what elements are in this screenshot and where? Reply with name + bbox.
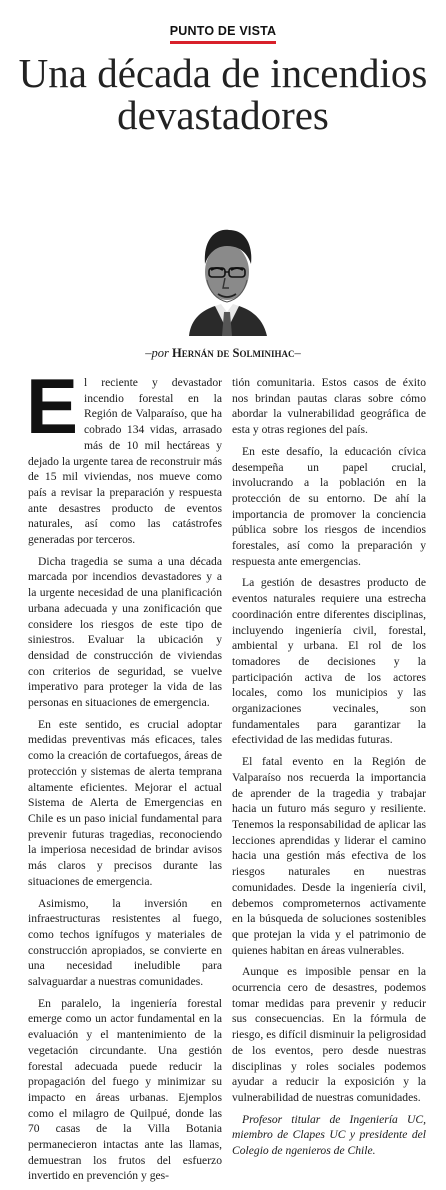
paragraph-1: El reciente y devastador incendio forestal en la Región de Valparaíso, que ha cobrado 134 vidas, arrasado más de 10 mil hectáreas y dejado la urgente tarea de reconstruir más de 15 mil viviendas, nos mueve como país a revisar la preparación y respuesta ante desastres producto de eventos naturales, así como las catástrofes generadas por terceros.	[26, 362, 222, 547]
author-name: Hernán de Solminihac	[172, 346, 295, 360]
author-signature: Profesor titular de Ingeniería UC, miembro de Clapes UC y presidente del Colegio de ngenieros de Chile.	[232, 1112, 426, 1158]
byline-suffix: –	[294, 346, 301, 360]
byline	[0, 346, 446, 361]
paragraph-6: En este desafío, la educación cívica desempeña un papel crucial, involucrando a la población en la protección de su entorno. De ahí la importancia de promover la conciencia pública sobre los riesgos de incendios forestales, así como la preparación y respuesta ante emergencias.	[232, 444, 426, 568]
drop-cap: E	[26, 362, 79, 450]
section-kicker	[0, 22, 446, 40]
paragraph-4: Asimismo, la inversión en infraestructuras resistentes al fuego, como techos ignífugos y materiales de construcción apropiados, se convierte en una necesidad ineludible para salvaguardar a nuestras comunidades.	[28, 896, 222, 989]
byline-prefix: –por	[145, 346, 169, 360]
paragraph-9: Aunque es imposible pensar en la ocurrencia cero de desastres, podemos tomar medidas para prevenir y reducir sus consecuencias. En la fórmula de riesgo, es difícil disminuir la peligrosidad de los eventos, pero desde nuestras disciplinas y roles sociales podemos ayudar a reducir la exposición y la vulnerabilidad de nuestras comunidades.	[232, 965, 426, 1104]
paragraph-8: El fatal evento en la Región de Valparaíso nos recuerda la importancia de aprender de la tragedia y trabajar hacia un futuro más seguro y resiliente. Tenemos la responsabilidad de aplicar las lecciones aprendidas y liderar el camino hacia una gestión más efectiva de los riesgos naturales en nuestras comunidades. Desde la ingeniería civil, debemos comprometernos activamente en la búsqueda de soluciones sostenibles que protejan la vida y el patrimonio de quienes habitan en áreas vulnerables.	[232, 755, 426, 957]
paragraph-5-part-1: En paralelo, la ingeniería forestal emerge como un actor fundamental en la evaluación y el mantenimiento de la vegetación circundante. Una gestión forestal adecuada puede reducir la propagación del fuego y minimizar su impacto en áreas urbanas. Ejemplos como el milagro de Quilpué, donde las 70 casas de la Villa Botania permanecieron intactas ante las llamas, demuestran los frutos del esfuerzo invertido en prevención y ges-	[28, 996, 222, 1183]
paragraph-3: En este sentido, es crucial adoptar medidas preventivas más eficaces, tales como la creación de cortafuegos, áreas de protección y sistemas de alerta temprana altamente eficientes. Mejorar el actual Sistema de Alerta de Emergencias en Chile es un paso inicial fundamental para prevenir futuras tragedias, reconociendo la imperiosa necesidad de brindar avisos más claros y precisos durante las situaciones de emergencia.	[28, 717, 222, 888]
paragraph-7: La gestión de desastres producto de eventos naturales requiere una estrecha coordinación entre diferentes disciplinas, incluyendo ingeniería civil, forestal, ambiental y urbana. El rol de los tomadores de decisiones y la participación activa de los actores locales, como los municipios y las organizaciones vecinales, son fundamentales para garantizar la efectividad de las medidas futuras.	[232, 576, 426, 747]
paragraph-5-part-2: tión comunitaria. Estos casos de éxito nos brindan pautas claras sobre cómo abordar la vulnerabilidad geográfica de esta y otras regiones del país.	[232, 376, 426, 437]
article-column-right	[232, 375, 426, 1165]
paragraph-2: Dicha tragedia se suma a una década marcada por incendios devastadores y a la urgente necesidad de una planificación urbana adecuada y una zonificación que considere los riesgos de este tipo de siniestros. Evaluar la ubicación y densidad de construcción de viviendas con criterios de seguridad, se vuelve imperativo para proteger la vida de las personas en situaciones de emergencia.	[28, 554, 222, 710]
article-title: Una década de incendios devastadores	[18, 50, 428, 138]
kicker-label: PUNTO DE VISTA	[170, 24, 277, 44]
article-column-left	[26, 362, 222, 1190]
author-portrait-icon	[181, 220, 273, 336]
